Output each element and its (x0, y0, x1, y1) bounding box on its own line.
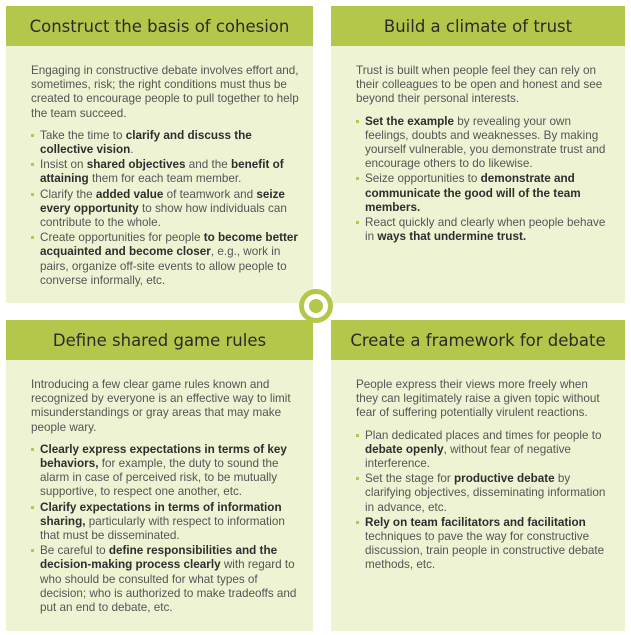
bullet-text: Plan dedicated places and times for people to (365, 428, 602, 442)
bullet-text: Create opportunities for people (40, 231, 204, 245)
bullet-emphasis: ways that undermine trust. (377, 230, 527, 244)
bullet-text: techniques to pave the way for constructive discussion, train people in constructive debate methods, etc. (365, 530, 605, 572)
bullet-text: , without fear of negative interference. (365, 442, 571, 471)
quadrant-body (356, 378, 611, 574)
quadrant-intro: Trust is built when people feel they can rely on their colleagues to be open and honest and see beyond their personal interests. (356, 64, 603, 106)
bullet-text: of teamwork and (163, 187, 257, 201)
bullet-list (356, 429, 611, 573)
bullet-emphasis: clarify and discuss the collective vision (40, 128, 252, 157)
bullet-item (31, 158, 299, 186)
bullet-text: Clarify the (40, 187, 96, 201)
bullet-emphasis: Set the example (365, 114, 454, 128)
bullet-text: . (130, 143, 134, 157)
bullet-item (31, 188, 299, 231)
bullet-emphasis: benefit of attaining (40, 158, 284, 186)
bullet-emphasis: Rely on team facilitators and facilitation (365, 515, 586, 529)
quadrant-title: Build a climate of trust (331, 6, 625, 46)
quadrant-cohesion (6, 6, 313, 303)
bullet-item (356, 172, 611, 215)
bullet-emphasis: Clearly express expectations in terms of key behaviors, (40, 442, 287, 471)
quadrant-intro: Introducing a few clear game rules known and recognized by everyone is an effective way to limit misunderstandings or gray areas that may make people wary. (31, 378, 291, 434)
bullet-emphasis: Clarify expectations in terms of information sharing, (40, 500, 282, 528)
bullet-text: for example, the duty to sound the alarm in case of perceived risk, to be mutually supportive, to respect one another, etc. (40, 457, 279, 499)
quadrant-title: Construct the basis of cohesion (6, 6, 313, 46)
bullet-text: particularly with respect to information that must be disseminated. (40, 514, 285, 543)
bullet-emphasis: define responsibilities and the decision-making process clearly (40, 544, 278, 572)
center-dot-icon (309, 299, 323, 313)
bullet-item (356, 429, 611, 472)
bullet-text: to show how individuals can contribute to the whole. (40, 201, 287, 230)
bullet-item (31, 129, 299, 157)
quadrant-body (356, 64, 611, 245)
bullet-emphasis: seize every opportunity (40, 187, 285, 215)
bullet-text: by revealing your own feelings, doubts and weaknesses. By making yourself vulnerable, you demonstrate trust and encourage others to do likewise. (365, 114, 606, 171)
quadrant-intro: People express their views more freely when they can legitimately raise a given topic without fear of suffering potentially virulent reactions. (356, 378, 600, 420)
quadrant-title: Create a framework for debate (331, 320, 625, 360)
bullet-emphasis: to become better acquainted and become closer (40, 231, 298, 259)
quadrant-game-rules (6, 320, 313, 631)
quadrant-body (31, 378, 299, 616)
bullet-item (356, 516, 611, 573)
bullet-list (31, 129, 299, 288)
bullet-list (31, 443, 299, 615)
bullet-text: , e.g., work in pairs, organize off-site events to allow people to converse informally, etc. (40, 245, 287, 287)
quadrant-intro: Engaging in constructive debate involves effort and, sometimes, risk; the right conditions must thus be created to encourage people to pull together to help the team succeed. (31, 64, 299, 120)
bullet-text: Seize opportunities to (365, 172, 481, 186)
quadrant-trust (331, 6, 625, 303)
bullet-emphasis: demonstrate and communicate the good will of the team members. (365, 172, 581, 214)
bullet-text: them for each team member. (88, 172, 242, 186)
bullet-text: Be careful to (40, 544, 109, 558)
bullet-text: by clarifying objectives, disseminating information in advance, etc. (365, 472, 606, 514)
bullet-text: Take the time to (40, 128, 126, 142)
bullet-text: Set the stage for (365, 472, 455, 486)
bullet-list (356, 115, 611, 245)
bullet-emphasis: added value (95, 187, 164, 201)
quadrant-debate-framework (331, 320, 625, 631)
bullet-emphasis: productive debate (454, 472, 555, 486)
bullet-text: and the (185, 158, 232, 172)
bullet-item (31, 544, 299, 615)
bullet-text: Insist on (40, 158, 87, 172)
bullet-emphasis: debate openly (365, 442, 444, 456)
bullet-item (356, 472, 611, 515)
quadrant-body (31, 64, 299, 289)
bullet-text: React quickly and clearly when people behave in (365, 216, 606, 244)
bullet-item (31, 501, 299, 544)
bullet-item (31, 443, 299, 500)
bullet-emphasis: shared objectives (86, 158, 186, 172)
bullet-item (31, 231, 299, 288)
quadrant-title: Define shared game rules (6, 320, 313, 360)
bullet-item (356, 115, 611, 172)
bullet-text: with regard to who should be consulted for what types of decision; who is authorized to make tradeoffs and put an end to debate, etc. (40, 558, 297, 615)
bullet-item (356, 216, 611, 244)
